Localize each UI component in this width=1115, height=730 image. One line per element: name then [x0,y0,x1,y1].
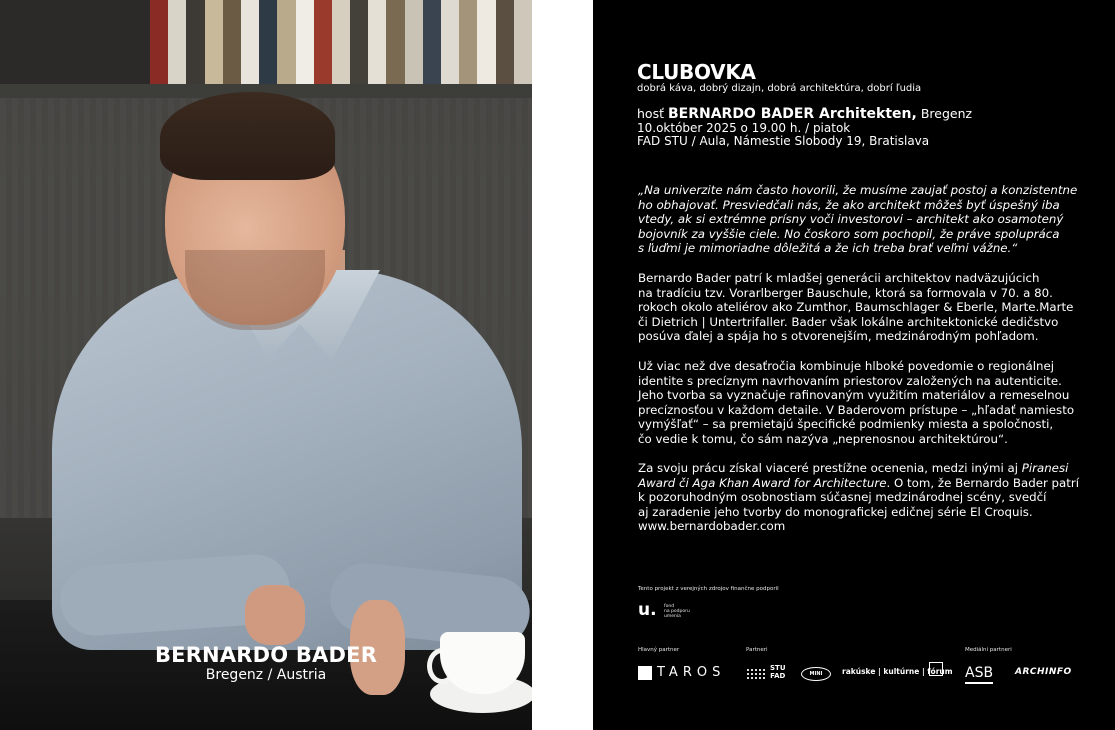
event-title: CLUBOVKA [637,60,756,84]
event-date: 10.október 2025 o 19.00 h. / piatok [637,121,851,135]
text-line: čo vedie k tomu, čo sám nazýva „neprenosnou architektúrou“. [638,431,1008,446]
media-partners-label: Mediálni partneri [965,647,1012,653]
text-line: precíznosťou v každom detaile. V Baderovom prístupe – „hľadať namiesto [638,402,1075,417]
event-tagline: dobrá káva, dobrý dizajn, dobrá architektúra, dobrí ľudia [637,83,922,94]
bio-paragraph-2 [638,359,1075,447]
fpu-text-line: na podporu [664,609,690,614]
host-prefix: hosť [637,106,664,121]
event-venue: FAD STU / Aula, Námestie Slobody 19, Bratislava [637,134,930,148]
left-hand [245,585,305,645]
text-line: identite s precíznym navrhovaním priestorov založených na autenticite. [638,373,1062,388]
event-poster [593,0,1115,730]
funding-note: Tento projekt z verejných zdrojov finančne podporil [638,586,779,592]
text-line: rokoch okolo ateliérov ako Zumthor, Baumschlager & Eberle, Marte.Marte [638,300,1074,315]
main-partner-label: Hlavný partner [638,647,680,653]
host-city: Bregenz [920,106,973,121]
quote-line: vtedy, ak si extrémne prísny voči investorovi – architekt ako osamotený [638,212,1064,227]
text-line: či Dietrich | Untertrifaller. Bader však lokálne architektonické dedičstvo [638,314,1059,329]
text-line: k pozoruhodným osobnostiam súčasnej medzinárodnej scény, svedčí [638,490,1047,505]
portrait-photo [0,0,532,730]
quote-block [638,183,1078,256]
asb-underline [965,682,993,684]
fpu-text-line: fond [664,604,675,609]
text-line: posúva ďalej a spája ho s otvorenejším, medzinárodným pohľadom. [638,329,1039,344]
taros-square-icon [638,666,652,680]
forum-box-icon [929,662,943,676]
text-line: Jeho tvorba sa vyznačuje rafinovaným využitím materiálov a remeselnou [638,388,1070,403]
text-line: aj zaradenie jeho tvorby do monografickej edičnej série El Croquis. [638,504,1033,519]
speaker-place: Bregenz / Austria [205,667,327,683]
bio-paragraph-1 [638,271,1074,344]
books [150,0,532,84]
quote-line: „Na univerzite nám často hovorili, že musíme zaujať postoj a konzistentne [638,183,1078,197]
text-line: na tradíciu tzv. Vorarlberger Bauschule, ktorá sa formovala v 70. a 80. [638,285,1053,300]
stu-dots-icon [746,668,766,680]
hair [160,92,335,180]
text-segment: Za svoju prácu získal viaceré prestížne ocenenia, medzi inými aj [638,461,1022,475]
text-line: vymýšľať“ – sa premietajú špecifické podmienky miesta a spoločnosti, [638,417,1054,432]
quote-line: ho obhajovať. Presviedčali nás, že ako architekt môžeš byť úspešný iba [638,197,1060,212]
text-line: Už viac než dve desaťročia kombinuje hlboké povedomie o regionálnej [638,359,1054,373]
fad-text: FAD [770,672,786,680]
stu-text: STU [770,664,786,672]
asb-logo: ASB [965,665,994,681]
quote-line: bojovník za vyššie ciele. No čoskoro som pochopil, že práve spolupráca [638,226,1060,241]
fpu-logo-text [664,604,690,619]
bio-paragraph-3 [638,461,1080,534]
partners-label: Partneri [746,647,768,653]
fpu-text-line: umenia [664,614,681,619]
forum-logo: rakúske | kultúrne | fórum [842,667,953,676]
mini-logo: MINI [801,667,831,681]
speaker-name: BERNARDO BADER [154,643,378,667]
archinfo-logo: ARCHINFO [1015,667,1072,677]
website-link[interactable]: www.bernardobader.com [638,519,786,534]
quote-line: s ľuďmi je mimoriadne dôležitá a že ich treba brať veľmi vážne.“ [638,241,1018,256]
stu-fad-logo [770,664,786,680]
award-name: Award či Aga Khan Award for Architecture [638,475,887,490]
taros-logo: TAROS [657,665,726,680]
host-line [637,106,972,122]
host-name: BERNARDO BADER Architekten, [667,106,917,122]
text-line: Bernardo Bader patrí k mladšej generácii architektov nadväzujúcich [638,271,1040,285]
award-name: Piranesi [1021,461,1069,475]
fpu-logo-mark: u. [638,600,657,620]
text-segment: . O tom, že Bernardo Bader patrí [886,475,1080,490]
